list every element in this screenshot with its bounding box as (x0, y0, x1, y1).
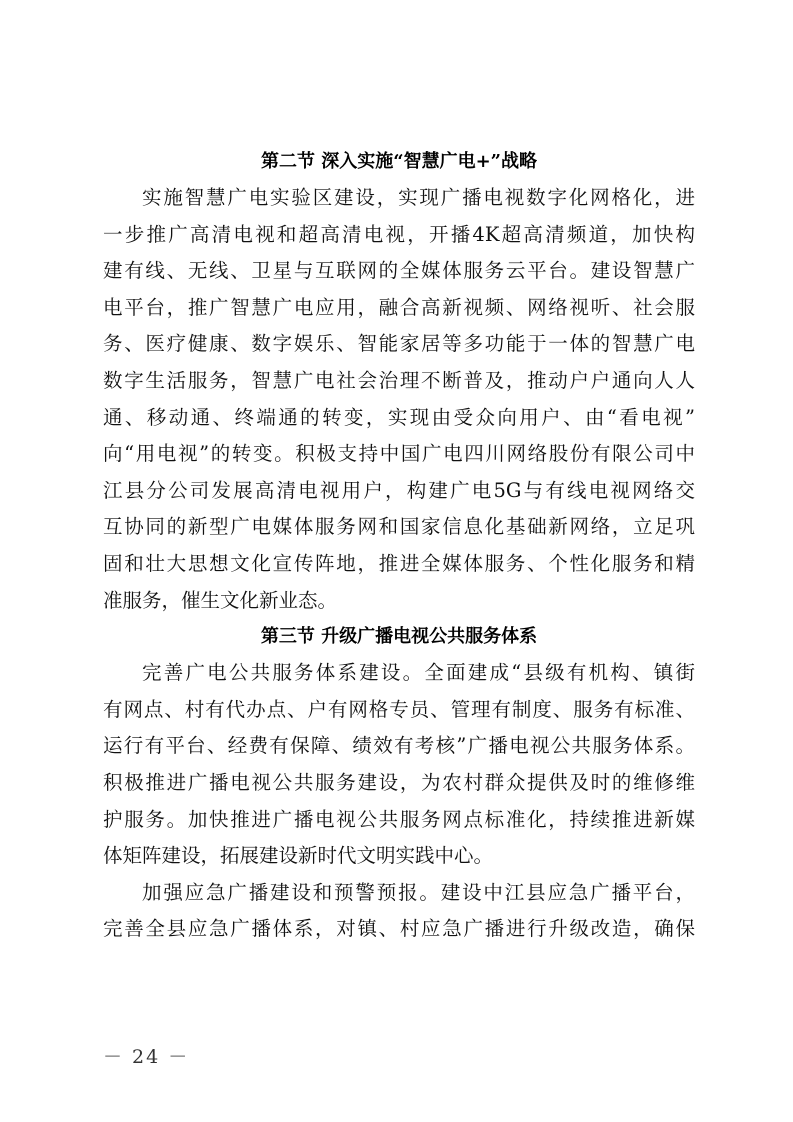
section-3-paragraph-1 (103, 655, 695, 875)
text-line: 江县分公司发展高清电视用户，构建广电5G与有线电视网络交 (103, 478, 695, 502)
text-line: 加强应急广播建设和预警预报。建设中江县应急广播平台， (142, 880, 695, 904)
text-line: 务、医疗健康、数字娱乐、智能家居等多功能于一体的智慧广电 (103, 332, 695, 356)
text-line: 有网点、村有代办点、户有网格专员、管理有制度、服务有标准、 (103, 697, 695, 721)
text-line: 通、移动通、终端通的转变，实现由受众向用户、由“看电视” (103, 405, 695, 429)
text-line: 完善广电公共服务体系建设。全面建成“县级有机构、镇街 (142, 661, 695, 685)
text-line: 运行有平台、经费有保障、绩效有考核”广播电视公共服务体系。 (103, 734, 695, 758)
section-3-paragraph-2 (103, 875, 695, 948)
text-line: 建有线、无线、卫星与互联网的全媒体服务云平台。建设智慧广 (103, 259, 695, 283)
text-line: 一步推广高清电视和超高清电视，开播4K超高清频道，加快构 (103, 222, 695, 246)
text-line: 实施智慧广电实验区建设，实现广播电视数字化网格化，进 (142, 186, 695, 209)
text-line: 体矩阵建设，拓展建设新时代文明实践中心。 (103, 844, 494, 868)
text-line: 完善全县应急广播体系，对镇、村应急广播进行升级改造，确保 (103, 917, 695, 941)
text-line: 准服务，催生文化新业态。 (103, 588, 338, 612)
text-line: 数字生活服务，智慧广电社会治理不断普及，推动户户通向人人 (103, 368, 695, 392)
page-content (103, 144, 695, 948)
text-line: 电平台，推广智慧广电应用，融合高新视频、网络视听、社会服 (103, 295, 695, 319)
text-line: 互协同的新型广电媒体服务网和国家信息化基础新网络，立足巩 (103, 515, 695, 539)
section-2-paragraph (103, 180, 695, 619)
section-heading-2: 第二节 深入实施“智慧广电+”战略 (260, 151, 538, 172)
text-line: 积极推进广播电视公共服务建设，为农村群众提供及时的维修维 (103, 770, 695, 794)
page-number: － 24 － (103, 1046, 190, 1068)
text-line: 向“用电视”的转变。积极支持中国广电四川网络股份有限公司中 (103, 442, 695, 466)
section-heading-3: 第三节 升级广播电视公共服务体系 (260, 626, 538, 648)
text-line: 护服务。加快推进广播电视公共服务网点标准化，持续推进新媒 (103, 807, 695, 831)
text-line: 固和壮大思想文化宣传阵地，推进全媒体服务、个性化服务和精 (103, 551, 695, 575)
